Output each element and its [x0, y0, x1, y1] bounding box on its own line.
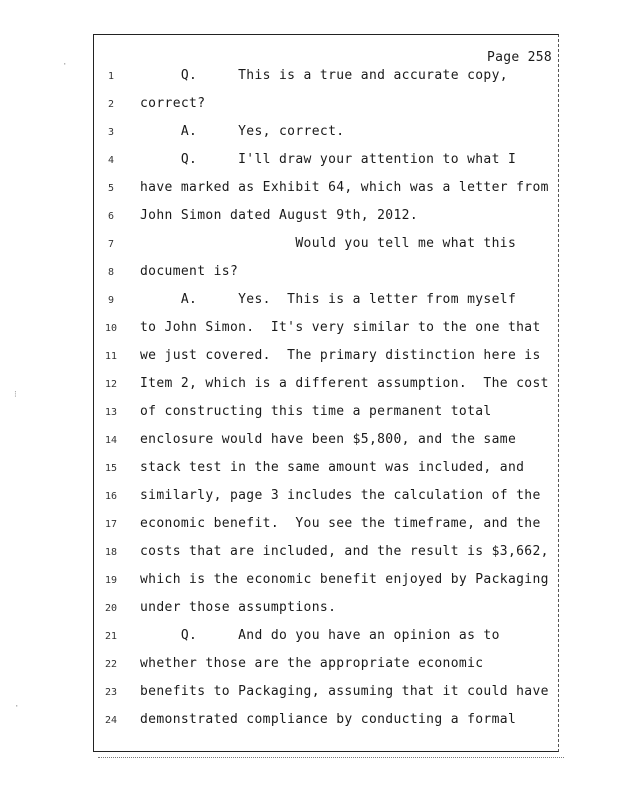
line-text: stack test in the same amount was included, and — [140, 460, 525, 475]
transcript-line — [0, 570, 618, 598]
line-number: 4 — [107, 155, 115, 166]
line-text: Q. And do you have an opinion as to — [140, 628, 500, 643]
line-text: document is? — [140, 264, 239, 279]
line-number: 5 — [107, 183, 115, 194]
line-text: which is the economic benefit enjoyed by Packaging — [140, 572, 549, 587]
line-text: benefits to Packaging, assuming that it could have — [140, 684, 549, 699]
transcript-line — [0, 598, 618, 626]
line-number: 11 — [104, 351, 118, 362]
line-number: 3 — [107, 127, 115, 138]
transcript-line — [0, 346, 618, 374]
transcript-line — [0, 514, 618, 542]
transcript-line — [0, 654, 618, 682]
transcript-line — [0, 290, 618, 318]
line-text: to John Simon. It's very similar to the one that — [140, 320, 541, 335]
transcript-line — [0, 710, 618, 738]
line-number: 22 — [104, 659, 118, 670]
transcript-line — [0, 626, 618, 654]
scan-speck: · — [14, 702, 20, 712]
page-number: Page 258 — [486, 50, 552, 65]
line-number: 23 — [104, 687, 118, 698]
line-number: 1 — [107, 71, 115, 82]
line-number: 16 — [104, 491, 118, 502]
line-number: 24 — [104, 715, 118, 726]
transcript-body — [0, 66, 618, 738]
line-number: 8 — [107, 267, 115, 278]
line-text: costs that are included, and the result is $3,662, — [140, 544, 549, 559]
transcript-line — [0, 122, 618, 150]
line-text: A. Yes, correct. — [140, 124, 345, 139]
line-number: 10 — [104, 323, 118, 334]
transcript-line — [0, 318, 618, 346]
line-text: Q. I'll draw your attention to what I — [140, 152, 517, 167]
line-number: 13 — [104, 407, 118, 418]
line-text: Would you tell me what this — [140, 236, 517, 251]
transcript-line — [0, 402, 618, 430]
transcript-line — [0, 234, 618, 262]
line-text: Q. This is a true and accurate copy, — [140, 68, 508, 83]
transcript-line — [0, 542, 618, 570]
line-number: 12 — [104, 379, 118, 390]
line-number: 20 — [104, 603, 118, 614]
transcript-line — [0, 458, 618, 486]
line-text: correct? — [140, 96, 206, 111]
line-text: of constructing this time a permanent total — [140, 404, 492, 419]
line-text: economic benefit. You see the timeframe, and the — [140, 516, 541, 531]
line-number: 18 — [104, 547, 118, 558]
line-number: 9 — [107, 295, 115, 306]
line-number: 7 — [107, 239, 115, 250]
line-text: whether those are the appropriate economic — [140, 656, 484, 671]
scan-speck: ⁝ — [14, 390, 17, 400]
line-text: demonstrated compliance by conducting a formal — [140, 712, 517, 727]
transcript-line — [0, 178, 618, 206]
line-text: we just covered. The primary distinction here is — [140, 348, 541, 363]
line-text: under those assumptions. — [140, 600, 337, 615]
transcript-line — [0, 206, 618, 234]
line-number: 15 — [104, 463, 118, 474]
transcript-line — [0, 374, 618, 402]
line-number: 2 — [107, 99, 115, 110]
transcript-line — [0, 66, 618, 94]
line-number: 14 — [104, 435, 118, 446]
line-number: 17 — [104, 519, 118, 530]
line-number: 6 — [107, 211, 115, 222]
transcript-line — [0, 94, 618, 122]
line-text: have marked as Exhibit 64, which was a letter from — [140, 180, 549, 195]
line-text: A. Yes. This is a letter from myself — [140, 292, 517, 307]
transcript-line — [0, 150, 618, 178]
line-text: Item 2, which is a different assumption. The cost — [140, 376, 549, 391]
transcript-line — [0, 486, 618, 514]
transcript-line — [0, 262, 618, 290]
line-text: John Simon dated August 9th, 2012. — [140, 208, 419, 223]
line-text: similarly, page 3 includes the calculation of the — [140, 488, 541, 503]
transcript-line — [0, 682, 618, 710]
line-number: 19 — [104, 575, 118, 586]
transcript-line — [0, 430, 618, 458]
line-text: enclosure would have been $5,800, and the same — [140, 432, 517, 447]
scan-speck: · — [62, 60, 68, 70]
line-number: 21 — [104, 631, 118, 642]
